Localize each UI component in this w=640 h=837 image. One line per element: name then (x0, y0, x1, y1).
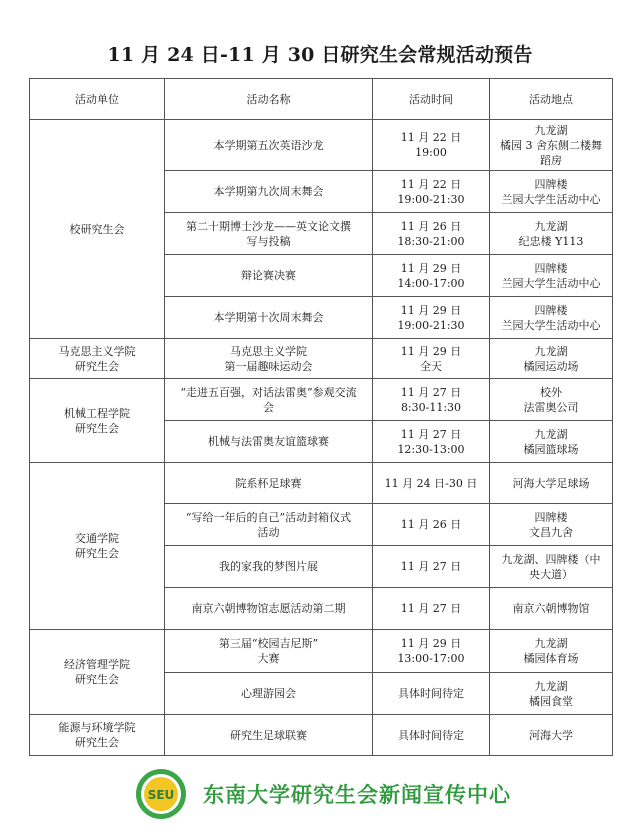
activity-name-line: 大赛 (257, 652, 280, 665)
activity-time-cell (373, 715, 490, 756)
activity-name-line: 辩论赛决赛 (241, 269, 296, 282)
activity-place-line: 校外 (540, 385, 562, 399)
activity-name-line: 第三届“校园吉尼斯” (218, 637, 319, 650)
activity-unit-line: 经济管理学院 (64, 658, 130, 671)
activity-name-cell (165, 546, 373, 588)
activity-name-cell (165, 504, 373, 546)
activity-unit-line: 研究生会 (75, 673, 119, 686)
activity-place-cell (490, 673, 613, 715)
activity-place-cell (490, 630, 613, 673)
table-row (30, 120, 613, 171)
activity-name-line: “走进五百强，对话法雷奥”参观交流 (180, 385, 357, 399)
activity-place-line: 橘园运动场 (523, 359, 579, 373)
activity-time-line: 11 月 27 日 (400, 385, 462, 399)
activity-time-line: 11 月 24 日-30 日 (384, 476, 478, 490)
activity-unit-cell (30, 120, 165, 339)
activity-unit-cell (30, 630, 165, 715)
activity-time-cell (373, 120, 490, 171)
activity-name-cell (165, 255, 373, 297)
table-header-row (30, 79, 613, 120)
activity-unit-line: 校研究生会 (69, 222, 125, 236)
activity-name-line: 机械与法雷奥友谊篮球赛 (208, 435, 329, 448)
activity-place-line: 法雷奥公司 (523, 400, 579, 414)
activity-time-cell (373, 339, 490, 379)
activity-name-line: 会 (263, 400, 274, 414)
activity-time-line: 11 月 29 日 (400, 261, 462, 275)
activity-name-cell (165, 171, 373, 213)
activity-name-cell (165, 588, 373, 630)
activity-unit-cell (30, 463, 165, 630)
activity-place-line: 四牌楼 (534, 177, 568, 191)
activity-place-cell (490, 588, 613, 630)
activity-time-cell (373, 421, 490, 463)
activity-name-cell (165, 379, 373, 421)
header-time: 活动时间 (373, 79, 490, 120)
activity-name-line: 第二十期博士沙龙——英文论文撰 (186, 219, 351, 233)
table-row (30, 379, 613, 421)
activity-name-cell (165, 715, 373, 756)
activity-unit-cell (30, 715, 165, 756)
activity-place-line: 纪忠楼 Y113 (518, 234, 584, 248)
activity-place-cell (490, 504, 613, 546)
activity-time-cell (373, 171, 490, 213)
activity-place-line: 四牌楼 (534, 510, 568, 524)
activity-time-line: 全天 (420, 359, 442, 373)
header-unit: 活动单位 (30, 79, 165, 120)
activity-name-cell (165, 213, 373, 255)
activity-time-cell (373, 546, 490, 588)
activity-time-cell (373, 297, 490, 339)
activity-name-line: 本学期第九次周末舞会 (213, 185, 324, 198)
activity-unit-line: 能源与环境学院 (58, 721, 136, 734)
activity-name-cell (165, 673, 373, 715)
activity-time-line: 13:00-17:00 (397, 652, 465, 665)
activity-name-cell (165, 463, 373, 504)
activity-time-cell (373, 630, 490, 673)
activity-time-line: 19:00-21:30 (397, 318, 465, 332)
activity-name-line: 院系杯足球赛 (235, 476, 302, 490)
activity-place-line: 橘园食堂 (529, 694, 573, 708)
activity-place-line: 河海大学足球场 (512, 476, 590, 490)
activity-time-line: 11 月 22 日 (400, 177, 462, 191)
activity-unit-cell (30, 379, 165, 463)
activity-place-line: 九龙湖、四牌楼（中 (501, 552, 601, 566)
activity-place-cell (490, 421, 613, 463)
activity-place-line: 九龙湖 (534, 679, 568, 693)
activity-place-cell (490, 546, 613, 588)
activity-time-line: 8:30-11:30 (400, 400, 462, 414)
activity-name-cell (165, 297, 373, 339)
activity-place-cell (490, 463, 613, 504)
page-title: 11 月 24 日-11 月 30 日研究生会常规活动预告 (107, 44, 533, 66)
activity-place-line: 橘园体育场 (523, 652, 579, 665)
activity-time-cell (373, 463, 490, 504)
activity-time-line: 14:00-17:00 (397, 276, 465, 290)
activity-name-line: 活动 (257, 525, 280, 539)
activity-place-cell (490, 297, 613, 339)
activity-place-line: 南京六朝博物馆 (512, 602, 590, 615)
activity-name-cell (165, 630, 373, 673)
activity-place-line: 蹈房 (540, 153, 562, 167)
activity-place-line: 央大道） (529, 567, 573, 581)
activity-unit-line: 研究生会 (75, 547, 119, 560)
activity-place-cell (490, 379, 613, 421)
activity-place-line: 九龙湖 (534, 637, 568, 650)
table-row (30, 463, 613, 504)
activity-name-cell (165, 120, 373, 171)
activity-name-line: 第一届趣味运动会 (224, 359, 313, 373)
logo-text: SEU (147, 788, 175, 802)
header-name: 活动名称 (165, 79, 373, 120)
activity-time-line: 具体时间待定 (398, 728, 464, 742)
activity-time-line: 11 月 27 日 (400, 602, 462, 615)
activity-place-line: 四牌楼 (534, 303, 568, 317)
activity-name-line: 本学期第五次英语沙龙 (213, 138, 324, 152)
activity-name-line: 心理游园会 (241, 687, 296, 700)
activity-place-cell (490, 339, 613, 379)
activity-unit-line: 研究生会 (75, 359, 119, 373)
activity-name-line: 南京六朝博物馆志愿活动第二期 (191, 602, 346, 615)
activity-place-cell (490, 171, 613, 213)
activity-time-line: 具体时间待定 (398, 687, 464, 700)
activity-unit-line: 机械工程学院 (64, 406, 130, 420)
footer-banner (135, 768, 555, 820)
activity-time-cell (373, 588, 490, 630)
activity-name-cell (165, 421, 373, 463)
activity-place-line: 九龙湖 (534, 219, 568, 233)
activity-place-cell (490, 255, 613, 297)
activity-name-line: “写给一年后的自己”活动封箱仪式 (185, 510, 352, 524)
activity-time-cell (373, 213, 490, 255)
activity-unit-line: 交通学院 (75, 532, 119, 545)
table-row (30, 339, 613, 379)
activity-time-cell (373, 379, 490, 421)
activity-place-line: 兰园大学生活动中心 (501, 318, 601, 332)
table-body (30, 120, 613, 756)
activity-time-line: 11 月 29 日 (400, 303, 462, 317)
activity-place-line: 橘园 3 舍东侧二楼舞 (500, 138, 602, 152)
activity-place-line: 文昌九舍 (529, 525, 573, 539)
activity-time-line: 11 月 22 日 (400, 131, 462, 144)
activity-place-line: 九龙湖 (534, 344, 568, 358)
activity-place-line: 河海大学 (529, 728, 573, 742)
activity-schedule-table (29, 78, 613, 756)
activity-place-line: 四牌楼 (534, 261, 568, 275)
activity-place-line: 兰园大学生活动中心 (501, 192, 601, 206)
activity-place-cell (490, 715, 613, 756)
activity-time-cell (373, 504, 490, 546)
activity-place-line: 兰园大学生活动中心 (501, 276, 601, 290)
activity-name-line: 研究生足球联赛 (230, 728, 307, 742)
activity-unit-line: 研究生会 (75, 736, 119, 749)
activity-name-line: 写与投稿 (246, 234, 291, 248)
activity-unit-line: 马克思主义学院 (58, 344, 136, 358)
table-row (30, 715, 613, 756)
activity-time-line: 12:30-13:00 (397, 442, 465, 456)
activity-name-cell (165, 339, 373, 379)
activity-place-cell (490, 120, 613, 171)
activity-time-line: 19:00-21:30 (397, 192, 465, 206)
activity-time-line: 11 月 27 日 (400, 560, 462, 573)
activity-name-line: 本学期第十次周末舞会 (213, 311, 324, 324)
activity-time-line: 18:30-21:00 (397, 234, 465, 248)
activity-time-line: 11 月 26 日 (400, 518, 462, 531)
activity-place-line: 九龙湖 (534, 123, 568, 137)
activity-time-line: 11 月 27 日 (400, 427, 462, 441)
seu-graduate-union-logo-icon (135, 768, 187, 820)
header-place: 活动地点 (490, 79, 613, 120)
activity-place-line: 九龙湖 (534, 427, 568, 441)
activity-name-line: 我的家我的梦图片展 (219, 560, 318, 573)
activity-time-line: 19:00 (415, 146, 447, 159)
activity-time-line: 11 月 29 日 (400, 344, 462, 358)
activity-time-line: 11 月 26 日 (400, 219, 462, 233)
activity-time-cell (373, 255, 490, 297)
activity-time-cell (373, 673, 490, 715)
activity-place-line: 橘园篮球场 (523, 442, 579, 456)
table-row (30, 630, 613, 673)
activity-unit-cell (30, 339, 165, 379)
activity-name-line: 马克思主义学院 (230, 344, 307, 358)
activity-time-line: 11 月 29 日 (400, 637, 462, 650)
activity-unit-line: 研究生会 (75, 421, 119, 435)
activity-place-cell (490, 213, 613, 255)
footer-text: 东南大学研究生会新闻宣传中心 (203, 783, 511, 807)
